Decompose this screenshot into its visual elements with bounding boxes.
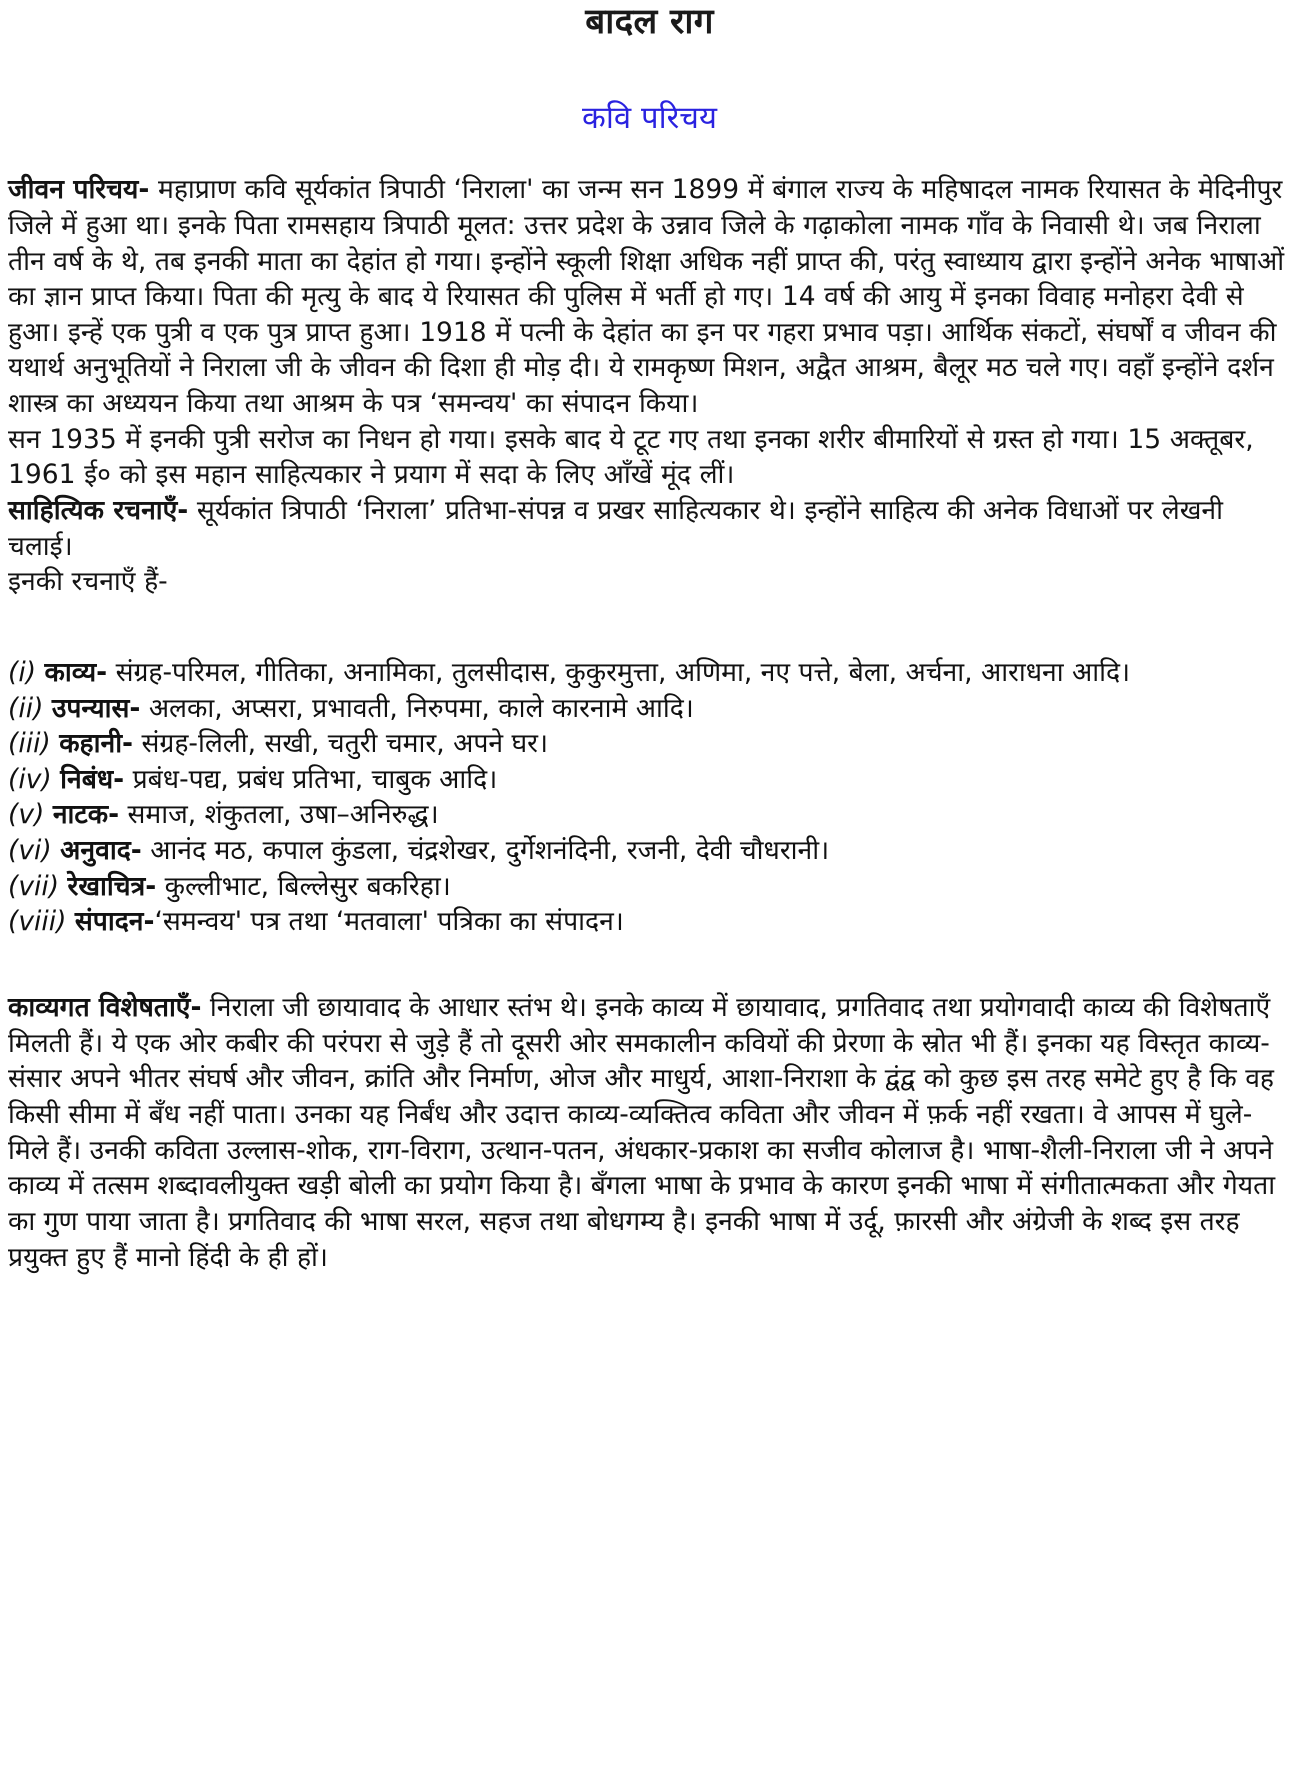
list-item-works: अलका, अप्सरा, प्रभावती, निरुपमा, काले कारनामे आदि। [140,692,694,724]
poetic-features-section [8,990,1291,1275]
list-item-works: समाज, शंकुतला, उषा–अनिरुद्ध। [119,799,439,831]
biography-lead-label: जीवन परिचय- [8,174,150,206]
list-item-genre: संपादन- [74,906,155,938]
works-list [8,655,1291,940]
works-list-prompt [8,564,1291,600]
list-item-works: संग्रह-लिली, सखी, चतुरी चमार, अपने घर। [133,728,549,760]
list-item-numeral: (v) [8,799,45,831]
works-list-prompt-text: इनकी रचनाएँ हैं- [8,566,168,598]
poetic-features-paragraph [8,990,1291,1275]
biography-section [8,172,1291,600]
section-heading-poet-intro: कवि परिचय [582,99,717,136]
list-item-works: ‘समन्वय' पत्र तथा ‘मतवाला' पत्रिका का संपादन। [154,906,624,938]
list-item [8,762,1291,798]
list-item-works: कुल्लीभाट, बिल्लेसुर बकरिहा। [156,870,451,902]
list-item-genre: नाटक- [52,799,120,831]
list-item [8,869,1291,905]
biography-paragraph-1 [8,172,1291,421]
page-title: बादल राग [585,2,714,42]
list-item-numeral: (vii) [8,870,60,902]
list-item-works: आनंद मठ, कपाल कुंडला, चंद्रशेखर, दुर्गेशनंदिनी, रजनी, देवी चौधरानी। [141,835,830,867]
list-item-numeral: (viii) [8,906,67,938]
literary-works-intro-text: सूर्यकांत त्रिपाठी ‘निराला’ प्रतिभा-संपन्न व प्रखर साहित्यकार थे। इन्होंने साहित्य की अनेक विधाओं पर लेखनी चलाई। [8,495,1224,562]
list-item [8,655,1291,691]
list-item [8,726,1291,762]
list-item-genre: निबंध- [60,763,125,795]
list-item-genre: रेखाचित्र- [67,870,157,902]
list-item-numeral: (ii) [8,692,44,724]
list-item-genre: कहानी- [59,728,134,760]
list-item-numeral: (vi) [8,835,52,867]
list-item-numeral: (iii) [8,728,51,760]
list-item [8,691,1291,727]
poetic-features-text: निराला जी छायावाद के आधार स्तंभ थे। इनके काव्य में छायावाद, प्रगतिवाद तथा प्रयोगवादी काव्य की विशेषताएँ मिलती हैं। ये एक ओर कबीर की परंपरा से जुड़े हैं तो दूसरी ओर समकालीन कवियों की प्रेरणा के स्रोत भी हैं। इनका यह विस्तृत काव्य-संसार अपने भीतर संघर्ष और जीवन, क्रांति और निर्माण, ओज और माधुर्य, आशा-निराशा के द्वंद्व को कुछ इस तरह समेटे हुए है कि वह किसी सीमा में बँध नहीं पाता। उनका यह निर्बंध और उदात्त काव्य-व्यक्तित्व कविता और जीवन में फ़र्क नहीं रखता। वे आपस में घुले-मिले हैं। उनकी कविता उल्लास-शोक, राग-विराग, उत्थान-पतन, अंधकार-प्रकाश का सजीव कोलाज है। भाषा-शैली-निराला जी ने अपने काव्य में तत्सम शब्दावलीयुक्त खड़ी बोली का प्रयोग किया है। बँगला भाषा के प्रभाव के कारण इनकी भाषा में संगीतात्मकता और गेयता का गुण पाया जाता है। प्रगतिवाद की भाषा सरल, सहज तथा बोधगम्य है। इनकी भाषा में उर्दू, फ़ारसी और अंग्रेजी के शब्द इस तरह प्रयुक्त हुए हैं मानो हिंदी के ही हों। [8,992,1276,1273]
biography-paragraph-1-text: महाप्राण कवि सूर्यकांत त्रिपाठी ‘निराला' का जन्म सन 1899 में बंगाल राज्य के महिषादल नामक रियासत के मेदिनीपुर जिले में हुआ था। इनके पिता रामसहाय त्रिपाठी मूलत: उत्तर प्रदेश के उन्नाव जिले के गढ़ाकोला नामक गाँव के निवासी थे। जब निराला तीन वर्ष के थे, तब इनकी माता का देहांत हो गया। इन्होंने स्कूली शिक्षा अधिक नहीं प्राप्त की, परंतु स्वाध्याय द्वारा इन्होंने अनेक भाषाओं का ज्ञान प्राप्त किया। पिता की मृत्यु के बाद ये रियासत की पुलिस में भर्ती हो गए। 14 वर्ष की आयु में इनका विवाह मनोहरा देवी से हुआ। इन्हें एक पुत्री व एक पुत्र प्राप्त हुआ। 1918 में पत्नी के देहांत का इन पर गहरा प्रभाव पड़ा। आर्थिक संकटों, संघर्षों व जीवन की यथार्थ अनुभूतियों ने निराला जी के जीवन की दिशा ही मोड़ दी। ये रामकृष्ण मिशन, अद्वैत आश्रम, बैलूर मठ चले गए। वहाँ इन्होंने दर्शन शास्त्र का अध्ययन किया तथा आश्रम के पत्र ‘समन्वय' का संपादन किया। [8,174,1285,420]
list-item-genre: अनुवाद- [60,835,142,867]
list-item [8,904,1291,940]
poetic-features-lead-label: काव्यगत विशेषताएँ- [8,992,202,1024]
list-item-works: संग्रह-परिमल, गीतिका, अनामिका, तुलसीदास, कुकुरमुत्ता, अणिमा, नए पत्ते, बेला, अर्चना, आराधना आदि। [107,656,1131,688]
list-item-genre: उपन्यास- [51,692,141,724]
list-item [8,833,1291,869]
literary-works-intro [8,493,1291,564]
list-item-numeral: (iv) [8,763,52,795]
literary-works-lead-label: साहित्यिक रचनाएँ- [8,495,189,526]
list-item [8,797,1291,833]
biography-paragraph-2-text: सन 1935 में इनकी पुत्री सरोज का निधन हो गया। इसके बाद ये टूट गए तथा इनका शरीर बीमारियों से ग्रस्त हो गया। 15 अक्तूबर, 1961 ई० को इस महान साहित्यकार ने प्रयाग में सदा के लिए आँखें मूंद लीं। [8,423,1254,491]
list-item-genre: काव्य- [44,656,108,688]
subtitle-container [8,101,1291,137]
biography-paragraph-2 [8,422,1291,493]
list-item-works: प्रबंध-पद्य, प्रबंध प्रतिभा, चाबुक आदि। [124,763,498,795]
list-item-numeral: (i) [8,656,37,688]
